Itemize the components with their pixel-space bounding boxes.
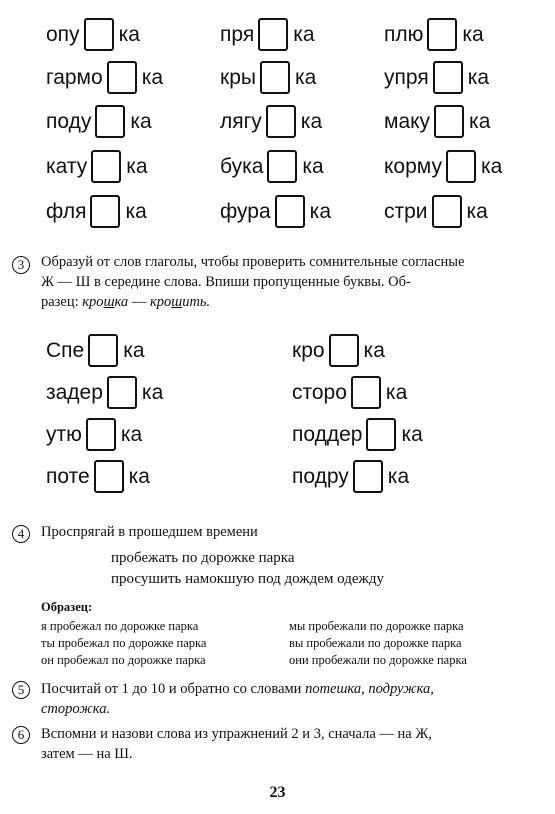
letter-box[interactable] — [107, 61, 137, 94]
task-number-badge: 6 — [12, 726, 30, 744]
sample-line: я пробежал по дорожке парка — [41, 619, 199, 633]
sample-line: они пробежали по дорожке парка — [289, 653, 467, 667]
example-word: крошить. — [149, 294, 211, 310]
letter-box[interactable] — [432, 195, 462, 228]
word-item: гармо ка — [46, 59, 163, 95]
letter-box[interactable] — [446, 150, 476, 183]
word-item: поте ка — [46, 458, 150, 494]
task-number-badge: 4 — [12, 525, 30, 543]
word-item: кры ка — [220, 59, 316, 95]
word-item: опу ка — [46, 16, 140, 52]
letter-box[interactable] — [260, 61, 290, 94]
word-item: кро ка — [292, 332, 385, 368]
word-item: корму ка — [384, 148, 502, 184]
letter-box[interactable] — [329, 334, 359, 367]
word-item: упря ка — [384, 59, 489, 95]
letter-box[interactable] — [258, 18, 288, 51]
letter-box[interactable] — [366, 418, 396, 451]
sample-line: ты пробежал по дорожке парка — [41, 636, 207, 650]
sample-line: вы пробежали по дорожке парка — [289, 636, 462, 650]
sample-line: мы пробежали по дорожке парка — [289, 619, 464, 633]
letter-box[interactable] — [351, 376, 381, 409]
letter-box[interactable] — [86, 418, 116, 451]
task-4-phrase: просушить намокшую под дождем одежду — [111, 571, 385, 587]
word-item: подру ка — [292, 458, 409, 494]
example-word: крошка — [82, 294, 129, 310]
word-item: лягу ка — [220, 103, 322, 139]
word-item: стри ка — [384, 193, 488, 229]
letter-box[interactable] — [90, 195, 120, 228]
page-number: 23 — [269, 784, 286, 801]
word-item: пря ка — [220, 16, 315, 52]
letter-box[interactable] — [275, 195, 305, 228]
task-6-text: Вспомни и назови слова из упражнений 2 и 3, сначала — на Ж, затем — на Ш. — [41, 726, 432, 762]
letter-box[interactable] — [88, 334, 118, 367]
letter-box[interactable] — [107, 376, 137, 409]
letter-box[interactable] — [434, 105, 464, 138]
word-item: задер ка — [46, 374, 163, 410]
word-item: плю ка — [384, 16, 484, 52]
letter-box[interactable] — [266, 105, 296, 138]
letter-box[interactable] — [427, 18, 457, 51]
task-4-phrase: пробежать по дорожке парка — [111, 550, 295, 566]
task-5-text: Посчитай от 1 до 10 и обратно со словами потешка, подружка, сторожка. — [41, 681, 434, 717]
letter-box[interactable] — [94, 460, 124, 493]
word-item: маку ка — [384, 103, 490, 139]
letter-box[interactable] — [353, 460, 383, 493]
task-number-badge: 5 — [12, 681, 30, 699]
word-item: бука ка — [220, 148, 324, 184]
word-item: поду ка — [46, 103, 152, 139]
word-item: фура ка — [220, 193, 331, 229]
letter-box[interactable] — [84, 18, 114, 51]
sample-label: Образец: — [41, 600, 93, 614]
word-item: сторо ка — [292, 374, 407, 410]
letter-box[interactable] — [95, 105, 125, 138]
sample-line: он пробежал по дорожке парка — [41, 653, 206, 667]
letter-box[interactable] — [267, 150, 297, 183]
letter-box[interactable] — [433, 61, 463, 94]
word-item: поддер ка — [292, 416, 423, 452]
task-4-text: Проспрягай в прошедшем времени — [41, 524, 258, 540]
letter-box[interactable] — [91, 150, 121, 183]
task-3-text: Образуй от слов глаголы, чтобы проверить сомнительные согласные Ж — Ш в середине слова. Впиши пропущенные буквы. Об- разец: крошка — крошить. — [41, 254, 465, 310]
word-item: Спе ка — [46, 332, 145, 368]
word-item: кату ка — [46, 148, 148, 184]
word-item: фля ка — [46, 193, 147, 229]
word-item: утю ка — [46, 416, 142, 452]
task-number-badge: 3 — [12, 256, 30, 274]
